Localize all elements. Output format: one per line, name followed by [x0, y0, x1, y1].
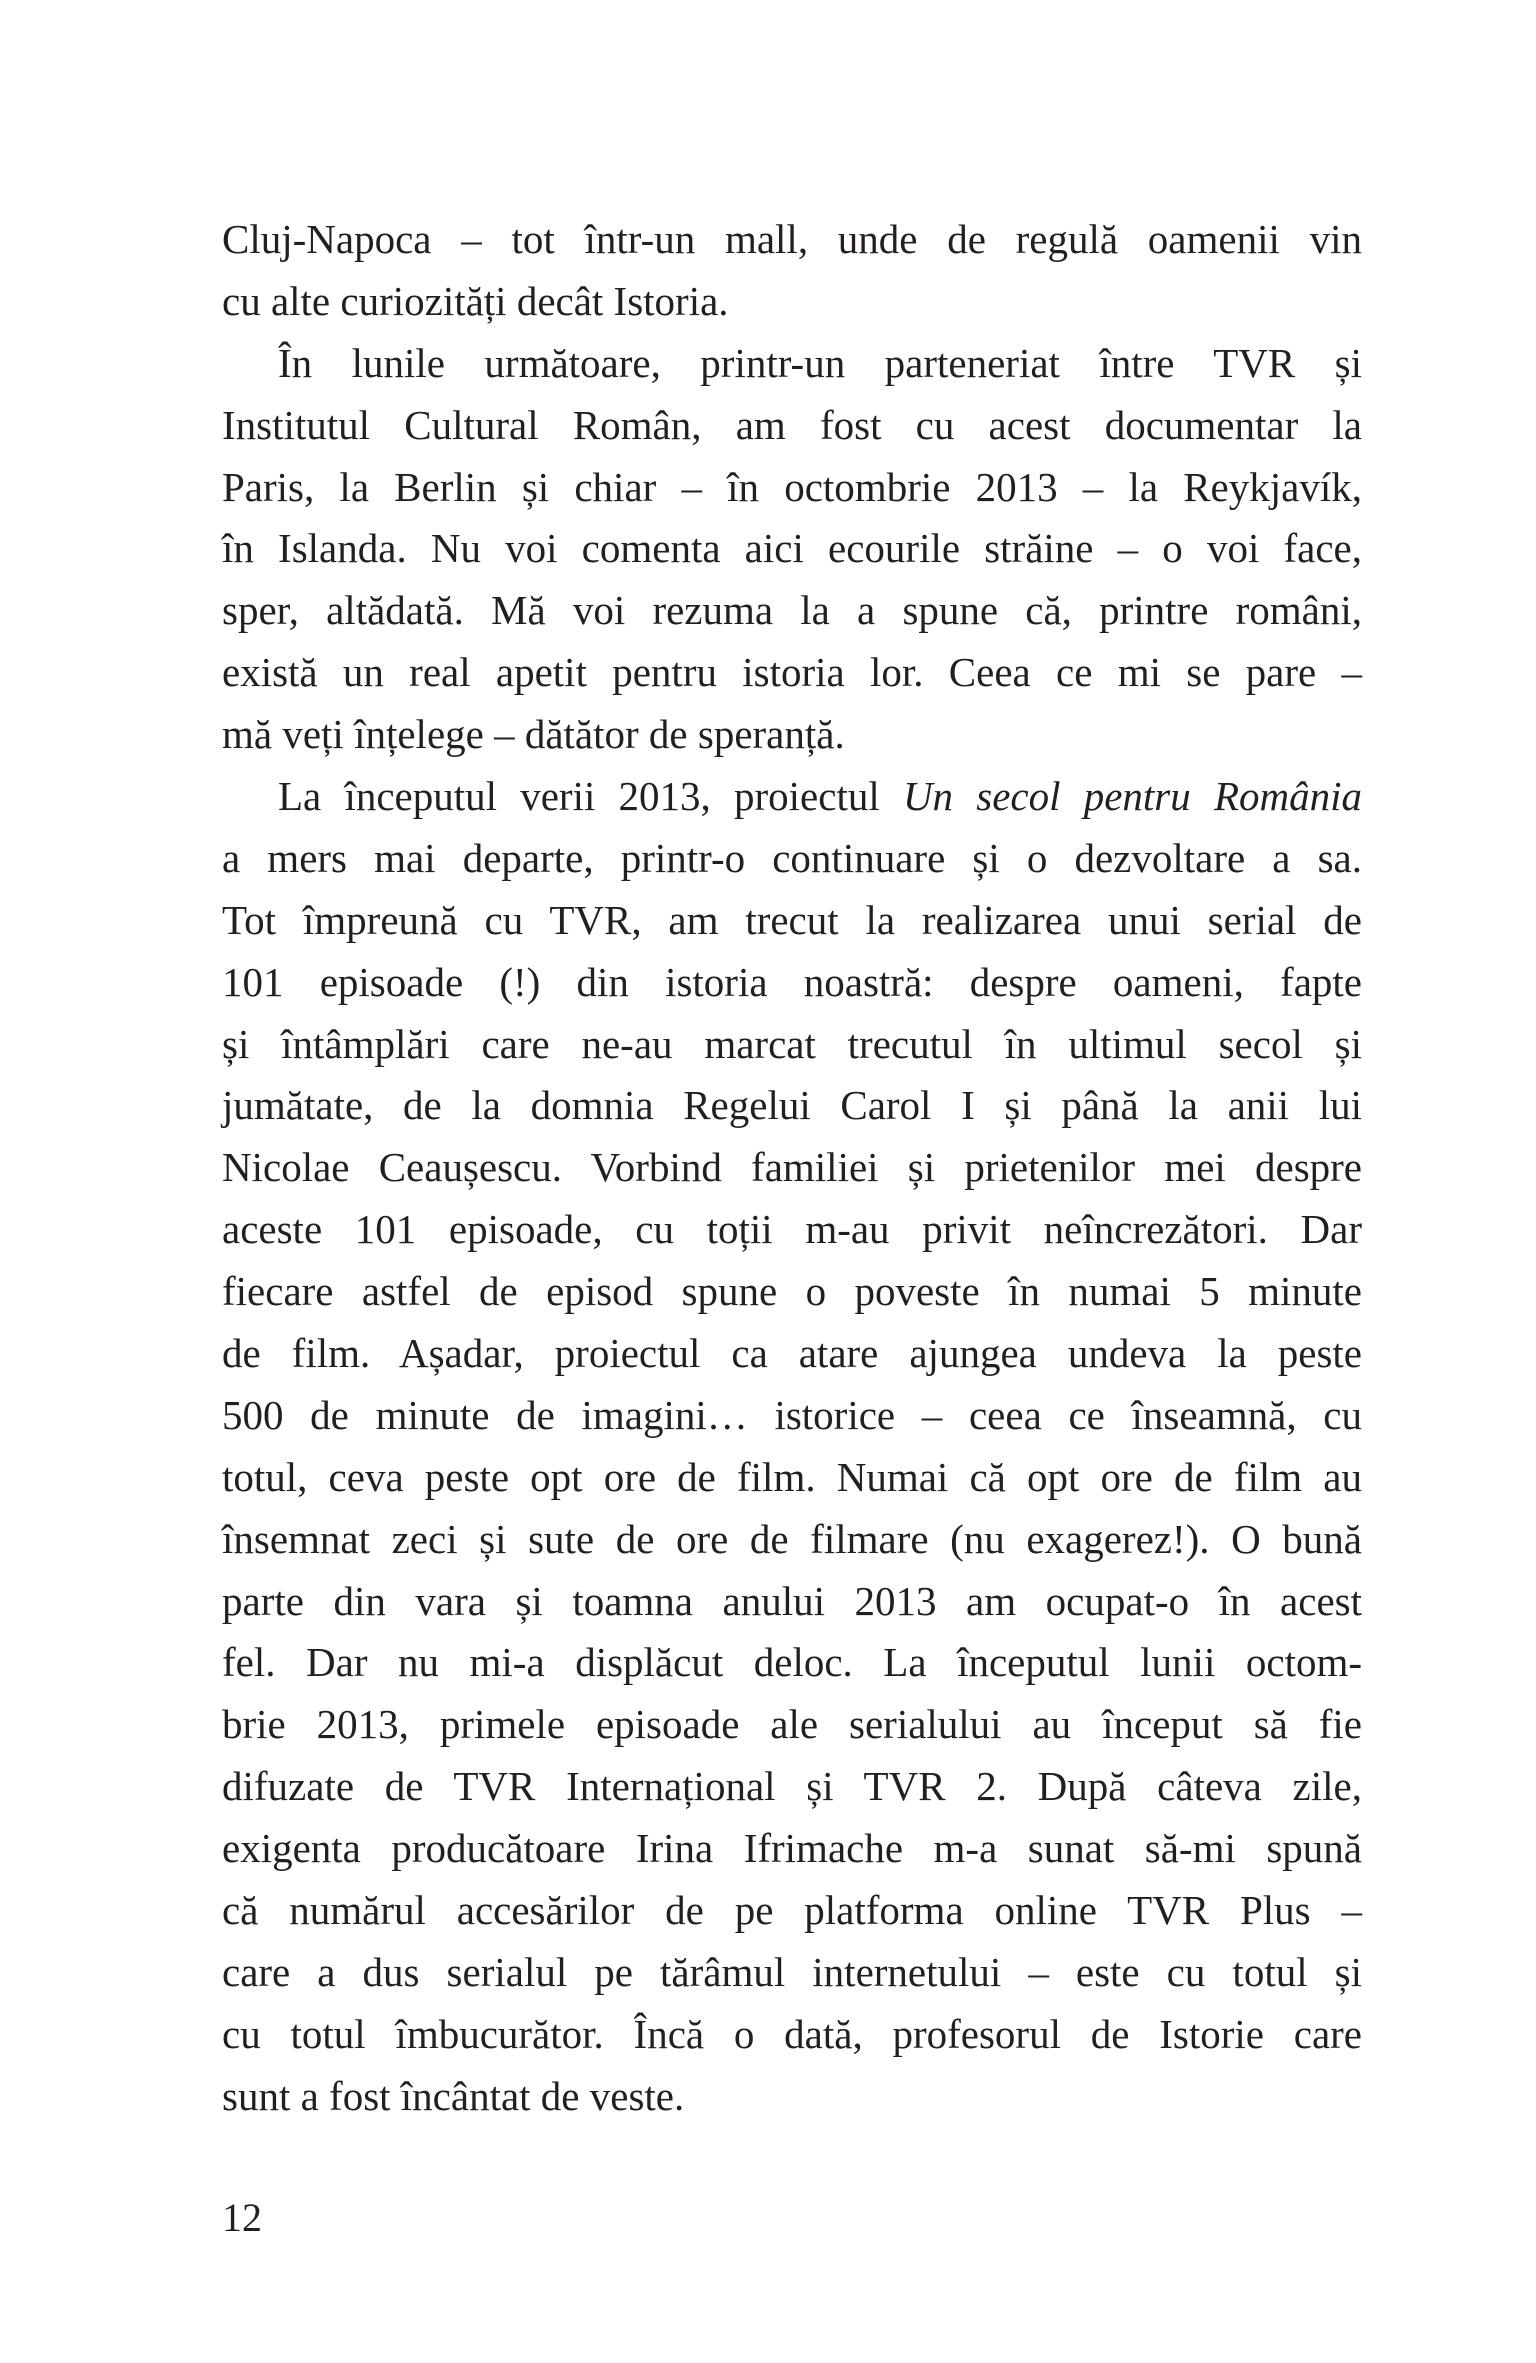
paragraph [222, 209, 1362, 333]
text-line: sper, altădată. Mă voi rezuma la a spune că, printre români, [222, 587, 1362, 634]
text-line: Nicolae Ceaușescu. Vorbind familiei și prietenilor mei despre [222, 1144, 1362, 1191]
book-title-italic: Un secol pentru România [902, 773, 1362, 820]
paragraph [222, 333, 1362, 766]
text-line: fiecare astfel de episod spune o poveste în numai 5 minute [222, 1268, 1362, 1315]
text-line: mă veți înțelege – dătător de speranță. [222, 711, 845, 758]
text-line: brie 2013, primele episoade ale serialului au început să fie [222, 1701, 1362, 1748]
text-line: însemnat zeci și sute de ore de filmare (nu exagerez!). O bună [222, 1515, 1362, 1562]
text-line: fel. Dar nu mi-a displăcut deloc. La începutul lunii octom- [222, 1639, 1362, 1686]
text-line [222, 766, 1362, 828]
text-line: exigenta producătoare Irina Ifrimache m-a sunat să-mi spună [222, 1825, 1362, 1872]
text-line: Tot împreună cu TVR, am trecut la realizarea unui serial de [222, 896, 1362, 943]
text-line: În lunile următoare, printr-un parteneriat între TVR și [278, 339, 1362, 386]
text-line: aceste 101 episoade, cu toții m-au privit neîncrezători. Dar [222, 1206, 1362, 1253]
text-line: sunt a fost încântat de veste. [222, 2072, 685, 2119]
page-number: 12 [222, 2195, 262, 2240]
text-line: Paris, la Berlin și chiar – în octombrie 2013 – la Reykjavík, [222, 463, 1362, 510]
paragraph [222, 766, 1362, 2128]
text-line: de film. Așadar, proiectul ca atare ajungea undeva la peste [222, 1330, 1362, 1377]
text-line: parte din vara și toamna anului 2013 am ocupat-o în acest [222, 1577, 1362, 1624]
text-line: difuzate de TVR Internațional și TVR 2. După câteva zile, [222, 1763, 1362, 1810]
text-line: și întâmplări care ne-au marcat trecutul în ultimul secol și [222, 1020, 1362, 1067]
text-line: în Islanda. Nu voi comenta aici ecourile străine – o voi face, [222, 525, 1362, 572]
text-line: 500 de minute de imagini… istorice – ceea ce înseamnă, cu [222, 1391, 1362, 1438]
text-line: totul, ceva peste opt ore de film. Numai că opt ore de film au [222, 1453, 1362, 1500]
body-text [222, 209, 1362, 2128]
text-line: a mers mai departe, printr-o continuare și o dezvoltare a sa. [222, 834, 1362, 881]
text-line: cu totul îmbucurător. Încă o dată, profesorul de Istorie care [222, 2010, 1362, 2057]
text-line: cu alte curiozități decât Istoria. [222, 277, 729, 324]
text-line: că numărul accesărilor de pe platforma online TVR Plus – [222, 1887, 1362, 1934]
text-line: Institutul Cultural Român, am fost cu acest documentar la [222, 401, 1362, 448]
text-segment: La începutul verii 2013, proiectul [278, 773, 903, 820]
text-line: Cluj-Napoca – tot într-un mall, unde de regulă oamenii vin [222, 216, 1362, 262]
text-line: 101 episoade (!) din istoria noastră: despre oameni, fapte [222, 958, 1362, 1005]
text-line: există un real apetit pentru istoria lor. Ceea ce mi se pare – [222, 649, 1362, 696]
text-line: jumătate, de la domnia Regelui Carol I și până la anii lui [222, 1082, 1362, 1129]
text-line: care a dus serialul pe tărâmul internetului – este cu totul și [222, 1948, 1362, 1995]
